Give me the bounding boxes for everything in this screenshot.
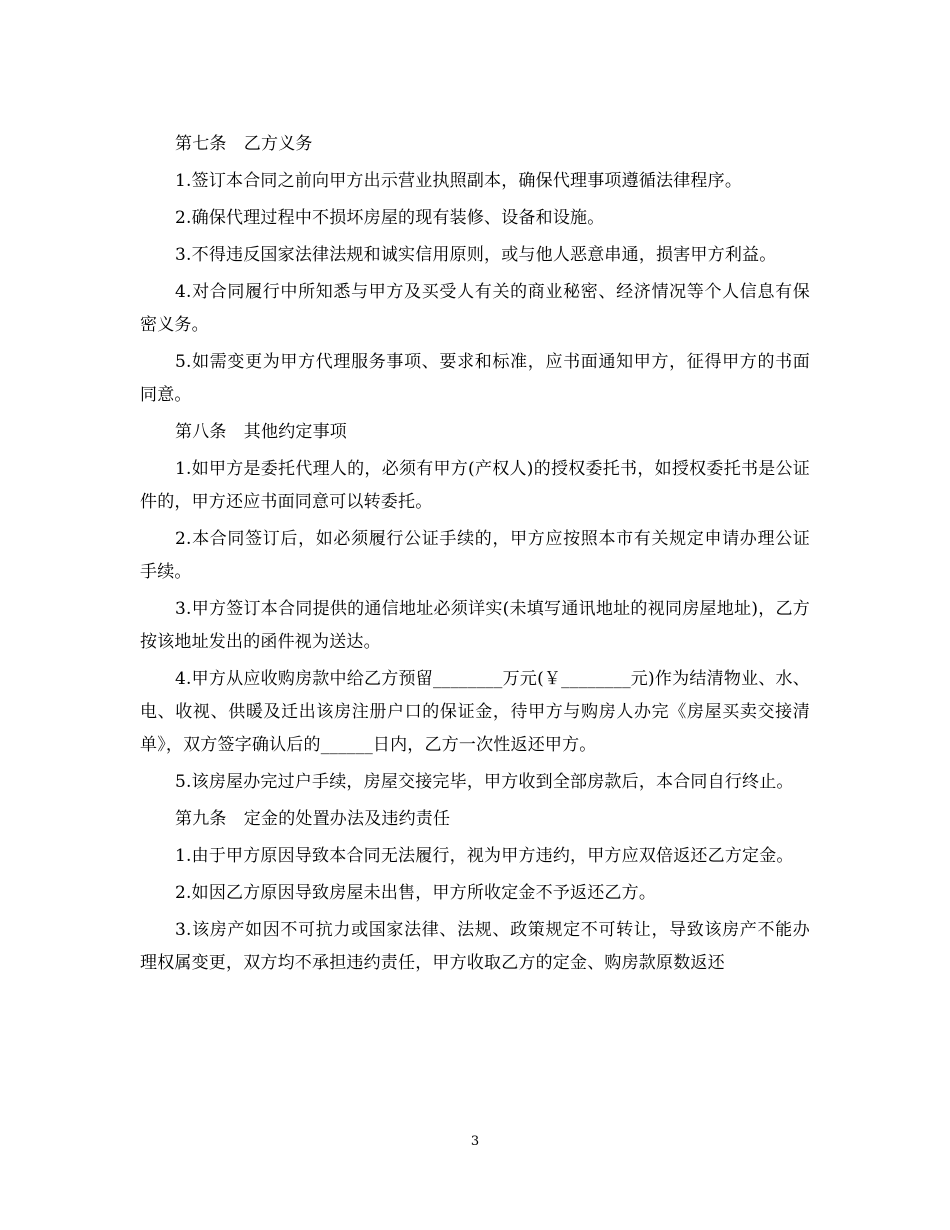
page-number: 3 bbox=[470, 1134, 480, 1149]
clause-7-5: 5.如需变更为甲方代理服务事项、要求和标准，应书面通知甲方，征得甲方的书面同意。 bbox=[140, 352, 810, 405]
clause-7-1: 1.签订本合同之前向甲方出示营业执照副本，确保代理事项遵循法律程序。 bbox=[175, 171, 743, 191]
clause-8-4: 4.甲方从应收购房款中给乙方预留________万元(￥________元)作为结清物业、水、电、收视、供暖及迁出该房注册户口的保证金，待甲方与购房人办完《房屋买卖交接清单》，双方签字确认后的______日内，乙方一次性返还甲方。 bbox=[140, 669, 810, 755]
section-heading-article-8: 第八条 其他约定事项 bbox=[175, 422, 347, 442]
document-body bbox=[140, 128, 810, 984]
section-heading-article-7: 第七条 乙方义务 bbox=[175, 134, 313, 154]
clause-9-3: 3.该房产如因不可抗力或国家法律、法规、政策规定不可转让，导致该房产不能办理权属变更，双方均不承担违约责任，甲方收取乙方的定金、购房款原数返还 bbox=[140, 920, 810, 973]
clause-9-1: 1.由于甲方原因导致本合同无法履行，视为甲方违约，甲方应双倍返还乙方定金。 bbox=[175, 846, 794, 866]
clause-8-3: 3.甲方签订本合同提供的通信地址必须详实(未填写通讯地址的视同房屋地址)，乙方按该地址发出的函件视为送达。 bbox=[140, 599, 810, 652]
section-heading-article-9: 第九条 定金的处置办法及违约责任 bbox=[175, 809, 451, 829]
clause-8-5: 5.该房屋办完过户手续，房屋交接完毕，甲方收到全部房款后，本合同自行终止。 bbox=[175, 772, 794, 792]
clause-7-2: 2.确保代理过程中不损坏房屋的现有装修、设备和设施。 bbox=[175, 208, 605, 228]
clause-7-3: 3.不得违反国家法律法规和诚实信用原则，或与他人恶意串通，损害甲方利益。 bbox=[175, 245, 777, 265]
clause-8-2: 2.本合同签订后，如必须履行公证手续的，甲方应按照本市有关规定申请办理公证手续。 bbox=[140, 529, 810, 582]
clause-7-4: 4.对合同履行中所知悉与甲方及买受人有关的商业秘密、经济情况等个人信息有保密义务。 bbox=[140, 282, 810, 335]
clause-8-1: 1.如甲方是委托代理人的，必须有甲方(产权人)的授权委托书，如授权委托书是公证件的，甲方还应书面同意可以转委托。 bbox=[140, 459, 810, 512]
clause-9-2: 2.如因乙方原因导致房屋未出售，甲方所收定金不予返还乙方。 bbox=[175, 883, 657, 903]
